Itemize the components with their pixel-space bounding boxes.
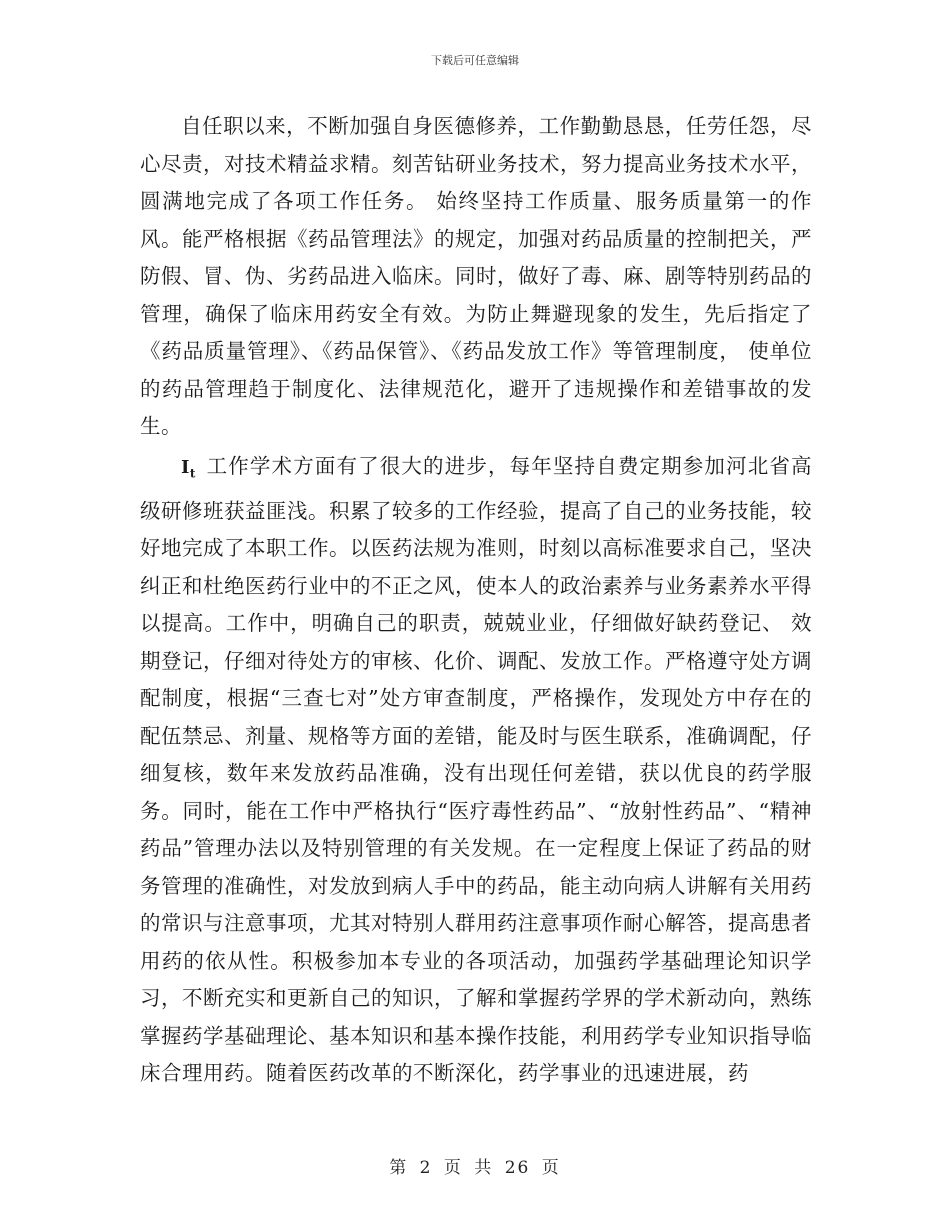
paragraph-2 (140, 448, 812, 1093)
paragraph-2-mark (181, 456, 196, 481)
document-body (140, 108, 812, 1093)
paragraph-2-text: 工作学术方面有了很大的进步，每年坚持自费定期参加河北省高级研修班获益匪浅。积累了较多的工作经验，提高了自己的业务技能，较好地完成了本职工作。以医药法规为准则，时刻以高标准要求自己，坚决纠正和杜绝医药行业中的不正之风，使本人的政治素养与业务素养水平得以提高。工作中，明确自己的职责，兢兢业业，仔细做好缺药登记、 效期登记，仔细对待处方的审核、化价、调配、发放工作。严格遵守处方调配制度，根据“三查七对”处方审查制度，严格操作，发现处方中存在的配伍禁忌、剂量、规格等方面的差错，能及时与医生联系，准确调配，仔细复核，数年来发放药品准确，没有出现任何差错，获以优良的药学服务。同时，能在工作中严格执行“医疗毒性药品”、“放射性药品”、“精神药品”管理办法以及特别管理的有关发规。在一定程度上保证了药品的财务管理的准确性，对发放到病人手中的药品，能主动向病人讲解有关用药的常识与注意事项，尤其对特别人群用药注意事项作耐心解答，提高患者用药的依从性。积极参加本专业的各项活动，加强药学基础理论知识学习，不断充实和更新自己的知识，了解和掌握药学界的学术新动向，熟练掌握药学基础理论、基本知识和基本操作技能，利用药学专业知识指导临床合理用药。随着医药改革的不断深化，药学事业的迅速进展，药 (140, 453, 812, 1086)
mark-sub: t (189, 466, 196, 481)
paragraph-1: 自任职以来，不断加强自身医德修养，工作勤勤恳恳，任劳任怨，尽心尽责，对技术精益求精。刻苦钻研业务技术，努力提高业务技术水平，圆满地完成了各项工作任务。 始终坚持工作质量、服务质量第一的作风。能严格根据《药品管理法》的规定，加强对药品质量的控制把关，严防假、冒、伪、劣药品进入临床。同时，做好了毒、麻、剧等特别药品的管理，确保了临床用药安全有效。为防止舞避现象的发生，先后指定了《药品质量管理》、《药品保管》、《药品发放工作》等管理制度， 使单位的药品管理趋于制度化、法律规范化，避开了违规操作和差错事故的发生。 (140, 114, 812, 438)
mark-main: I (181, 456, 190, 478)
page-header: 下载后可任意编辑 (431, 54, 519, 67)
page-footer: 第 2 页 共 26 页 (389, 1158, 561, 1178)
